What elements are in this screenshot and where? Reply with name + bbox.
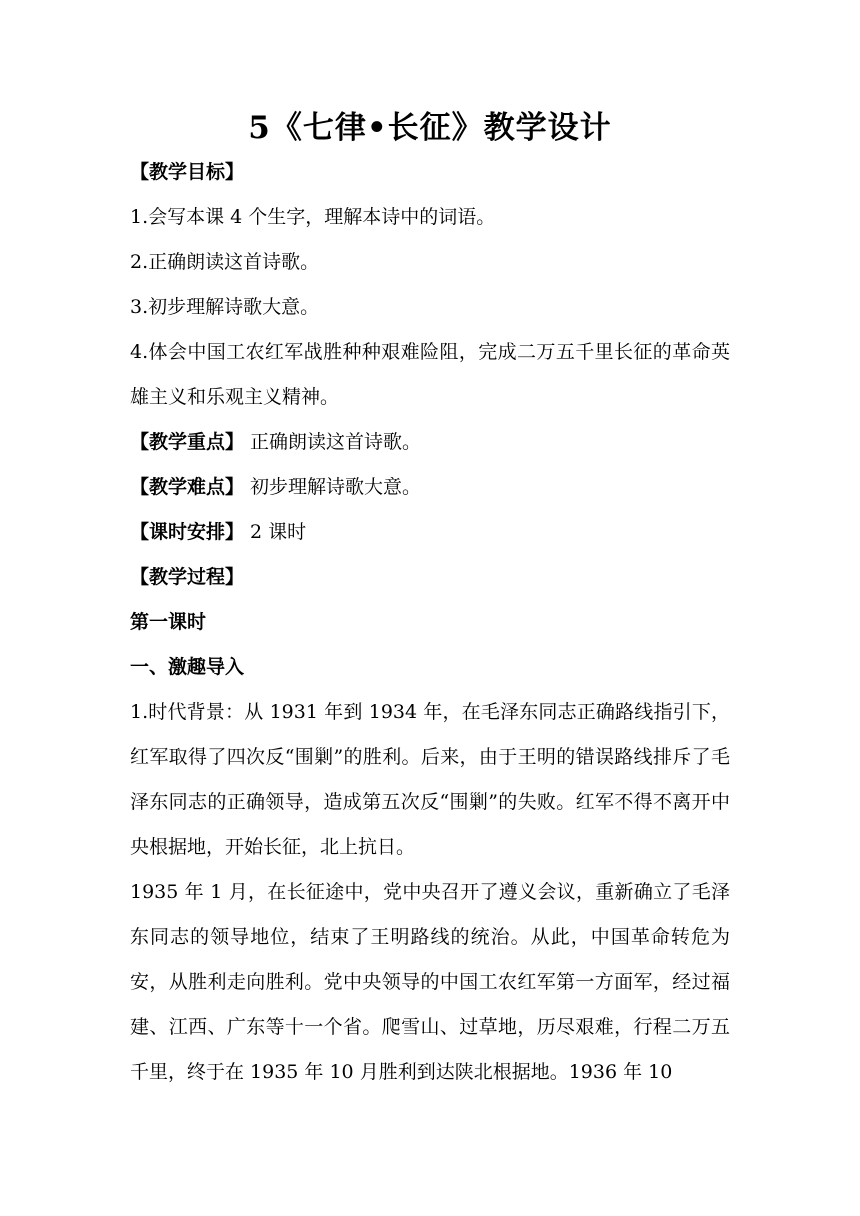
objective-item-3: 3.初步理解诗歌大意。 bbox=[130, 296, 320, 318]
difficulty-text: 初步理解诗歌大意。 bbox=[244, 476, 422, 498]
key-point-label: 【教学重点】 bbox=[130, 431, 245, 453]
background-paragraph: 1.时代背景：从 1931 年到 1934 年，在毛泽东同志正确路线指引下，红军取得了四次反“围剿”的胜利。后来，由于王明的错误路线排斥了毛泽东同志的正确领导，造成第五次反“围剿”的失败。红军不得不离开中央根据地，开始长征，北上抗日。 bbox=[130, 701, 730, 858]
objective-item-1: 1.会写本课 4 个生字，理解本诗中的词语。 bbox=[130, 206, 496, 228]
schedule-row bbox=[130, 510, 730, 555]
key-point-row bbox=[130, 420, 730, 465]
objectives-heading: 【教学目标】 bbox=[130, 161, 245, 183]
difficulty-row bbox=[130, 465, 730, 510]
document-title: 5《七律•长征》教学设计 bbox=[248, 110, 612, 146]
objective-item-2: 2.正确朗读这首诗歌。 bbox=[130, 251, 320, 273]
key-point-text: 正确朗读这首诗歌。 bbox=[244, 431, 422, 453]
section-one-heading: 一、激趣导入 bbox=[130, 656, 245, 678]
schedule-text: 2 课时 bbox=[244, 521, 307, 543]
zunyi-paragraph: 1935 年 1 月，在长征途中，党中央召开了遵义会议，重新确立了毛泽东同志的领导地位，结束了王明路线的统治。从此，中国革命转危为安，从胜利走向胜利。党中央领导的中国工农红军第一方面军，经过福建、江西、广东等十一个省。爬雪山、过草地，历尽艰难，行程二万五千里，终于在 1935 年 10 月胜利到达陕北根据地。1936 年 10 bbox=[130, 881, 730, 1083]
difficulty-label: 【教学难点】 bbox=[130, 476, 245, 498]
lesson-one-heading: 第一课时 bbox=[130, 611, 207, 633]
schedule-label: 【课时安排】 bbox=[130, 521, 245, 543]
objective-item-4: 4.体会中国工农红军战胜种种艰难险阻，完成二万五千里长征的革命英雄主义和乐观主义精神。 bbox=[130, 341, 730, 408]
process-heading: 【教学过程】 bbox=[130, 566, 245, 588]
